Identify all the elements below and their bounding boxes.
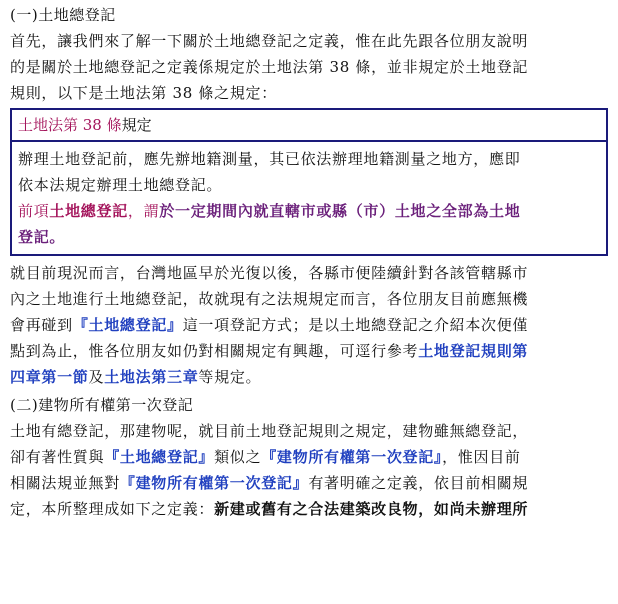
law-box-title <box>12 110 606 142</box>
building-line-2-c: 類似之 <box>214 448 262 466</box>
law-box-body <box>12 142 606 254</box>
law-line-4 <box>18 224 600 250</box>
intro-line-1: 首先，讓我們來了解一下關於土地總登記之定義，惟在此先跟各位朋友說明 <box>10 32 529 50</box>
status-line-5 <box>10 364 608 390</box>
status-line-4-a: 點到為止，惟各位朋友如仍對相關規定有興趣，可逕行參考 <box>10 342 419 360</box>
section-heading-1: (一)土地總登記 <box>10 6 116 24</box>
term-building-first-registration-2: 『建物所有權第一次登記』 <box>119 474 309 492</box>
building-line-3-c: 有著明確之定義，依目前相關規 <box>308 474 529 492</box>
ref-chapter-section: 四章第一節 <box>10 368 89 386</box>
building-line-2-e: ，惟因目前 <box>442 448 521 466</box>
ref-land-law-chapter: 土地法第三章 <box>104 368 199 386</box>
law-definition: 於一定期間內就直轄市或縣（市）土地之全部為土地 <box>159 202 521 220</box>
term-land-total-registration: 『土地總登記』 <box>72 316 183 334</box>
ref-land-registration-rules: 土地登記規則第 <box>418 342 529 360</box>
status-line-1: 就目前現況而言，台灣地區早於光復以後，各縣市便陸續針對各該管轄縣市 <box>10 264 529 282</box>
building-line-1: 土地有總登記，那建物呢，就目前土地登記規則之規定，建物雖無總登記， <box>10 422 529 440</box>
building-line-2-a: 卻有著性質與 <box>10 448 105 466</box>
law-definition-end: 登記。 <box>18 228 66 246</box>
intro-line-3: 規則，以下是土地法第 38 條之規定： <box>10 84 277 102</box>
law-line-3-prefix: 前項 <box>18 202 50 220</box>
building-line-3-a: 相關法規並無對 <box>10 474 120 492</box>
document-page <box>0 4 618 604</box>
status-line-4 <box>10 338 608 364</box>
law-line-2: 依本法規定辦理土地總登記。 <box>18 176 223 194</box>
building-line-3 <box>10 470 608 496</box>
intro-paragraph <box>10 28 608 106</box>
status-line-3-c: 這一項登記方式；是以土地總登記之介紹本次便僅 <box>182 316 529 334</box>
status-line-3-a: 會再碰到 <box>10 316 73 334</box>
status-line-5-b: 及 <box>88 368 105 386</box>
building-line-2 <box>10 444 608 470</box>
law-line-1: 辦理土地登記前，應先辦地籍測量，其已依法辦理地籍測量之地方，應即 <box>18 150 521 168</box>
law-title-suffix: 規定 <box>121 116 152 134</box>
building-line-4 <box>10 496 608 522</box>
law-line-3-mid: ，謂 <box>127 202 160 220</box>
law-line-3 <box>18 198 600 224</box>
law-term: 土地總登記 <box>49 202 128 220</box>
building-paragraph <box>10 418 608 522</box>
status-line-3 <box>10 312 608 338</box>
building-definition: 新建或舊有之合法建築改良物，如尚未辦理所 <box>214 500 529 518</box>
status-paragraph <box>10 260 608 390</box>
status-line-2: 內之土地進行土地總登記，故就現有之法規規定而言，各位朋友目前應無機 <box>10 290 529 308</box>
term-land-total-registration-2: 『土地總登記』 <box>104 448 215 466</box>
status-line-5-d: 等規定。 <box>198 368 262 386</box>
law-article-box <box>10 108 608 256</box>
intro-line-2: 的是關於土地總登記之定義係規定於土地法第 38 條，並非規定於土地登記 <box>10 58 529 76</box>
section-heading-2: (二)建物所有權第一次登記 <box>10 396 194 414</box>
building-line-4-a: 定，本所整理成如下之定義： <box>10 500 215 518</box>
law-article-ref: 土地法第 38 條 <box>18 116 122 134</box>
term-building-first-registration: 『建物所有權第一次登記』 <box>261 448 443 466</box>
